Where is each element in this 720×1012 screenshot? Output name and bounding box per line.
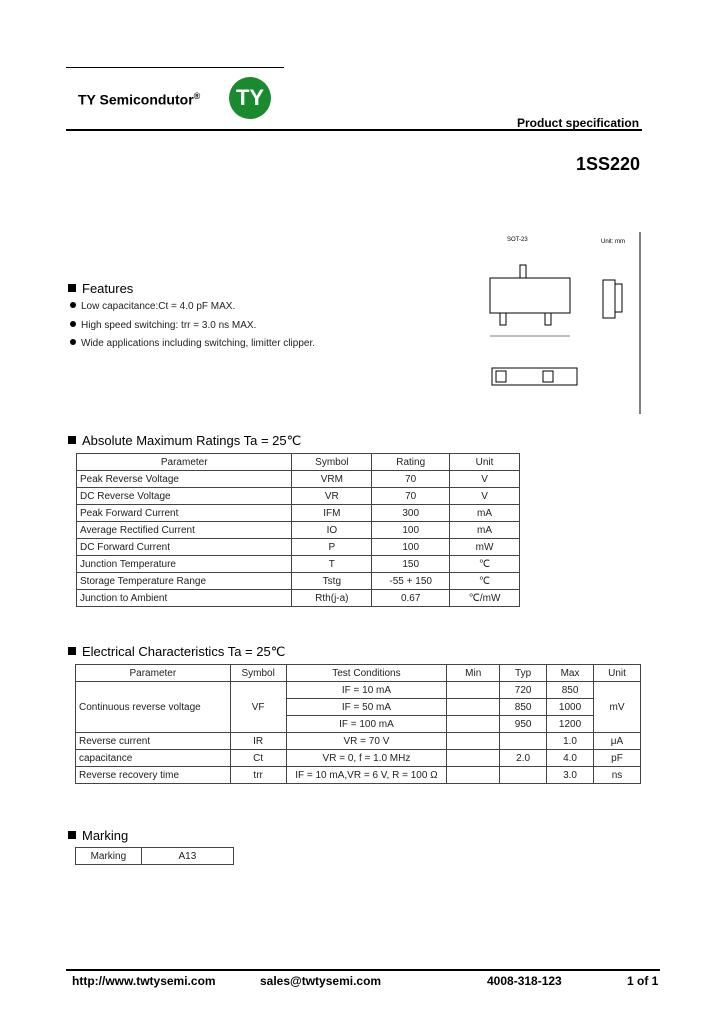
table-row <box>76 767 641 784</box>
table-cell: 100 <box>372 522 450 539</box>
feature-text: Wide applications including switching, limitter clipper. <box>81 338 315 349</box>
table-cell: 100 <box>372 539 450 556</box>
table-cell: VR = 70 V <box>286 733 447 750</box>
table-row <box>77 471 520 488</box>
table-cell: T <box>292 556 372 573</box>
table-cell: 720 <box>500 682 547 699</box>
table-cell: trr <box>230 767 286 784</box>
column-header: Max <box>547 665 594 682</box>
section-square-icon <box>68 647 76 655</box>
marking-title-text: Marking <box>82 828 129 843</box>
table-cell: Junction to Ambient <box>77 590 292 607</box>
table-cell: DC Reverse Voltage <box>77 488 292 505</box>
abs-max-title <box>68 433 301 449</box>
table-cell: pF <box>594 750 641 767</box>
table-cell: IF = 10 mA <box>286 682 447 699</box>
table-cell: VRM <box>292 471 372 488</box>
table-cell: V <box>450 471 520 488</box>
package-unit: Unit: mm <box>601 239 625 245</box>
column-header: Parameter <box>77 454 292 471</box>
table-cell <box>500 767 547 784</box>
table-cell <box>447 682 500 699</box>
table-row <box>76 682 641 699</box>
feature-item <box>70 320 256 331</box>
marking-table <box>75 847 234 865</box>
vf-unit: mV <box>594 682 641 733</box>
table-row <box>76 733 641 750</box>
table-cell: 70 <box>372 488 450 505</box>
abs-max-table <box>76 453 520 607</box>
table-cell: 300 <box>372 505 450 522</box>
section-square-icon <box>68 284 76 292</box>
section-square-icon <box>68 436 76 444</box>
table-cell: Reverse recovery time <box>76 767 231 784</box>
column-header: Parameter <box>76 665 231 682</box>
table-cell: IO <box>292 522 372 539</box>
table-cell: Average Rectified Current <box>77 522 292 539</box>
table-cell: capacitance <box>76 750 231 767</box>
table-cell: 1.0 <box>547 733 594 750</box>
footer-email[interactable]: sales@twtysemi.com <box>260 974 382 988</box>
table-cell: mW <box>450 539 520 556</box>
table-cell <box>447 767 500 784</box>
marking-title <box>68 828 128 843</box>
table-cell: ℃ <box>450 573 520 590</box>
table-cell <box>447 716 500 733</box>
table-row <box>77 590 520 607</box>
product-spec-label: Product specification <box>517 116 640 130</box>
table-cell: 0.67 <box>372 590 450 607</box>
bullet-icon <box>70 321 76 327</box>
column-header: Unit <box>594 665 641 682</box>
column-header: Unit <box>450 454 520 471</box>
column-header: Rating <box>372 454 450 471</box>
table-row <box>77 488 520 505</box>
table-cell: Storage Temperature Range <box>77 573 292 590</box>
table-cell: 1200 <box>547 716 594 733</box>
table-cell: IF = 100 mA <box>286 716 447 733</box>
feature-item <box>70 301 235 312</box>
marking-label: Marking <box>76 848 142 865</box>
table-cell: 950 <box>500 716 547 733</box>
table-cell: Junction Temperature <box>77 556 292 573</box>
package-pad-left <box>496 371 506 382</box>
registered-mark: ® <box>193 91 201 101</box>
table-cell: P <box>292 539 372 556</box>
table-row <box>76 848 234 865</box>
abs-max-title-text: Absolute Maximum Ratings Ta = 25℃ <box>82 433 302 448</box>
table-cell: Rth(j-a) <box>292 590 372 607</box>
feature-text: High speed switching: trr = 3.0 ns MAX. <box>81 320 257 331</box>
package-pad-right <box>543 371 553 382</box>
table-cell: IF = 10 mA,VR = 6 V, R = 100 Ω <box>286 767 447 784</box>
table-cell: Ct <box>230 750 286 767</box>
elec-title-text: Electrical Characteristics Ta = 25℃ <box>82 644 286 659</box>
column-header: Min <box>447 665 500 682</box>
table-cell: DC Forward Current <box>77 539 292 556</box>
package-name: SOT-23 <box>507 237 528 243</box>
features-title-text: Features <box>82 281 134 296</box>
table-cell: 150 <box>372 556 450 573</box>
table-cell <box>500 733 547 750</box>
column-header: Symbol <box>230 665 286 682</box>
table-cell: Reverse current <box>76 733 231 750</box>
table-cell: 2.0 <box>500 750 547 767</box>
package-lead-top <box>520 265 526 278</box>
package-lead-bottom-right <box>545 313 551 325</box>
table-cell: VR = 0, f = 1.0 MHz <box>286 750 447 767</box>
table-cell: 4.0 <box>547 750 594 767</box>
table-cell: Tstg <box>292 573 372 590</box>
table-cell: 850 <box>500 699 547 716</box>
table-header-row <box>77 454 520 471</box>
table-cell: VR <box>292 488 372 505</box>
header-top-line <box>66 67 284 68</box>
column-header: Test Conditions <box>286 665 447 682</box>
feature-text: Low capacitance:Ct = 4.0 pF MAX. <box>81 301 236 312</box>
footer-page: 1 of 1 <box>627 974 659 988</box>
table-cell: 1000 <box>547 699 594 716</box>
table-header-row <box>76 665 641 682</box>
bullet-icon <box>70 339 76 345</box>
footer-rule <box>66 969 660 971</box>
table-cell <box>447 699 500 716</box>
table-cell: 3.0 <box>547 767 594 784</box>
table-cell: 850 <box>547 682 594 699</box>
table-row <box>77 522 520 539</box>
elec-table <box>75 664 641 784</box>
table-cell: 70 <box>372 471 450 488</box>
table-cell: mA <box>450 522 520 539</box>
table-row <box>77 505 520 522</box>
company-name <box>78 91 200 108</box>
table-row <box>76 750 641 767</box>
table-cell: ℃/mW <box>450 590 520 607</box>
column-header: Typ <box>500 665 547 682</box>
vf-symbol: VF <box>230 682 286 733</box>
package-side-lead <box>615 284 622 312</box>
features-title <box>68 281 133 296</box>
table-row <box>77 556 520 573</box>
company-text: TY Semicondutor <box>78 91 194 108</box>
table-cell: IF = 50 mA <box>286 699 447 716</box>
table-cell: μA <box>594 733 641 750</box>
table-cell: IFM <box>292 505 372 522</box>
feature-item <box>70 338 315 349</box>
table-row <box>77 539 520 556</box>
vf-param: Continuous reverse voltage <box>76 682 231 733</box>
bullet-icon <box>70 302 76 308</box>
table-cell: IR <box>230 733 286 750</box>
table-cell: ℃ <box>450 556 520 573</box>
table-cell: V <box>450 488 520 505</box>
marking-value: A13 <box>141 848 233 865</box>
company-logo: TY <box>229 77 271 119</box>
section-square-icon <box>68 831 76 839</box>
table-row <box>77 573 520 590</box>
table-cell: Peak Forward Current <box>77 505 292 522</box>
elec-title <box>68 644 285 660</box>
package-drawing <box>470 228 645 418</box>
table-cell: -55 + 150 <box>372 573 450 590</box>
table-cell <box>447 750 500 767</box>
column-header: Symbol <box>292 454 372 471</box>
package-lead-bottom-left <box>500 313 506 325</box>
footer-phone: 4008-318-123 <box>487 974 562 988</box>
footer-url[interactable]: http://www.twtysemi.com <box>72 974 216 988</box>
part-number: 1SS220 <box>576 154 641 174</box>
table-cell: ns <box>594 767 641 784</box>
table-cell <box>447 733 500 750</box>
table-cell: Peak Reverse Voltage <box>77 471 292 488</box>
package-body-top-view <box>490 278 570 313</box>
package-body-side-view <box>603 280 615 318</box>
table-cell: mA <box>450 505 520 522</box>
